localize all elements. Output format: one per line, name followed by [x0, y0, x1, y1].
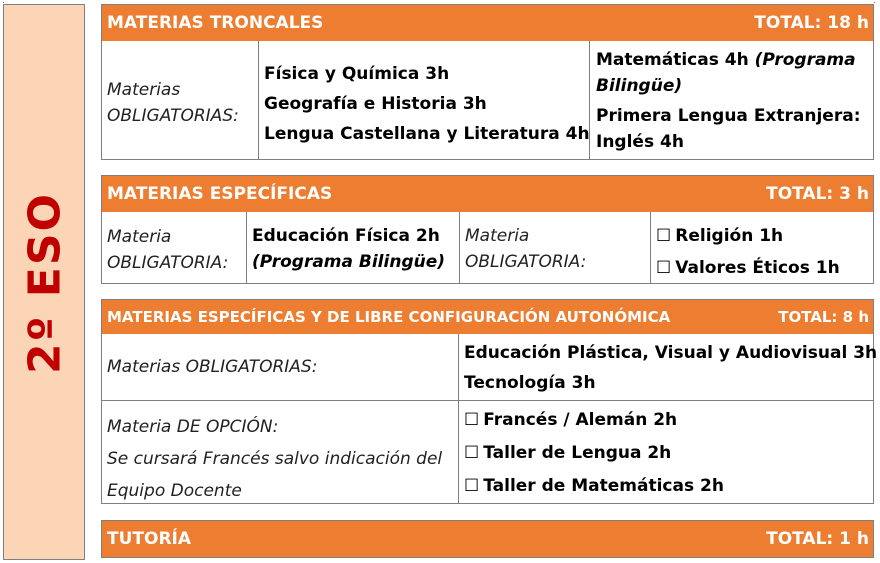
corner-mark [3, 2, 4, 3]
tutoria-header [102, 521, 873, 557]
troncales-header [102, 5, 873, 41]
libre-opcion-options [458, 401, 873, 504]
checkbox-icon[interactable]: ☐ [464, 410, 480, 430]
corner-mark [874, 2, 875, 3]
option-taller-lengua[interactable]: ☐ Taller de Lengua 2h [464, 443, 672, 463]
libre-config-section [101, 299, 878, 504]
especificas-total: TOTAL: 3 h [766, 184, 869, 204]
checkbox-icon[interactable]: ☐ [464, 443, 480, 463]
tutoria-title: TUTORÍA [107, 529, 192, 549]
course-sidebar [3, 4, 85, 560]
subject: Lengua Castellana y Literatura 4h [264, 124, 590, 144]
troncales-col2 [589, 41, 873, 159]
subject: Matemáticas 4h [596, 50, 749, 70]
troncales-col1 [258, 41, 589, 159]
especificas-options [650, 212, 873, 283]
tutoria-section [101, 520, 874, 558]
checkbox-icon[interactable]: ☐ [656, 226, 672, 246]
troncales-label: Materias OBLIGATORIAS: [107, 80, 239, 126]
libre-opcion-label: Materia DE OPCIÓN: Se cursará Francés salvo indicación del Equipo Docente [107, 417, 443, 501]
especificas-header [102, 176, 873, 212]
tutoria-total: TOTAL: 1 h [766, 529, 869, 549]
subject-note: (Programa Bilingüe) [252, 252, 446, 272]
option-taller-matematicas[interactable]: ☐ Taller de Matemáticas 2h [464, 476, 724, 496]
option-frances-aleman[interactable]: ☐ Francés / Alemán 2h [464, 410, 678, 430]
option-religion[interactable]: ☐ Religión 1h [656, 226, 784, 246]
option-valores-eticos[interactable]: ☐ Valores Éticos 1h [656, 258, 840, 278]
subject: Educación Física 2h [252, 226, 440, 246]
troncales-section [101, 4, 874, 160]
especificas-label-2: Materia OBLIGATORIA: [459, 212, 650, 283]
subject: Física y Química 3h [264, 64, 450, 84]
especificas-title: MATERIAS ESPECÍFICAS [107, 184, 333, 204]
libre-oblig-subjects [458, 334, 878, 400]
libre-oblig-label: Materias OBLIGATORIAS: [107, 357, 318, 377]
subject: Geografía e Historia 3h [264, 94, 487, 114]
troncales-col1-list [264, 59, 590, 149]
troncales-title: MATERIAS TRONCALES [107, 13, 324, 33]
checkbox-icon[interactable]: ☐ [656, 258, 672, 278]
subject: Educación Plástica, Visual y Audiovisual 3h [464, 343, 878, 363]
troncales-col2-list: Matemáticas 4h (Programa Bilingüe) Primera Lengua Extranjera: Inglés 4h [596, 47, 861, 155]
especificas-section [101, 175, 874, 284]
subject: Primera Lengua Extranjera: [596, 106, 861, 126]
libre-total: TOTAL: 8 h [778, 308, 869, 326]
troncales-total: TOTAL: 18 h [754, 13, 869, 33]
course-label: 2º ESO [19, 192, 71, 374]
subject: Tecnología 3h [464, 373, 596, 393]
checkbox-icon[interactable]: ☐ [464, 476, 480, 496]
especificas-subject-cell [246, 212, 459, 283]
libre-opcion-row [102, 400, 873, 503]
especificas-label-1: Materia OBLIGATORIA: [107, 227, 229, 273]
subject: Inglés 4h [596, 132, 684, 152]
libre-title: MATERIAS ESPECÍFICAS Y DE LIBRE CONFIGURACIÓN AUTONÓMICA [107, 308, 671, 326]
libre-header [102, 300, 873, 334]
